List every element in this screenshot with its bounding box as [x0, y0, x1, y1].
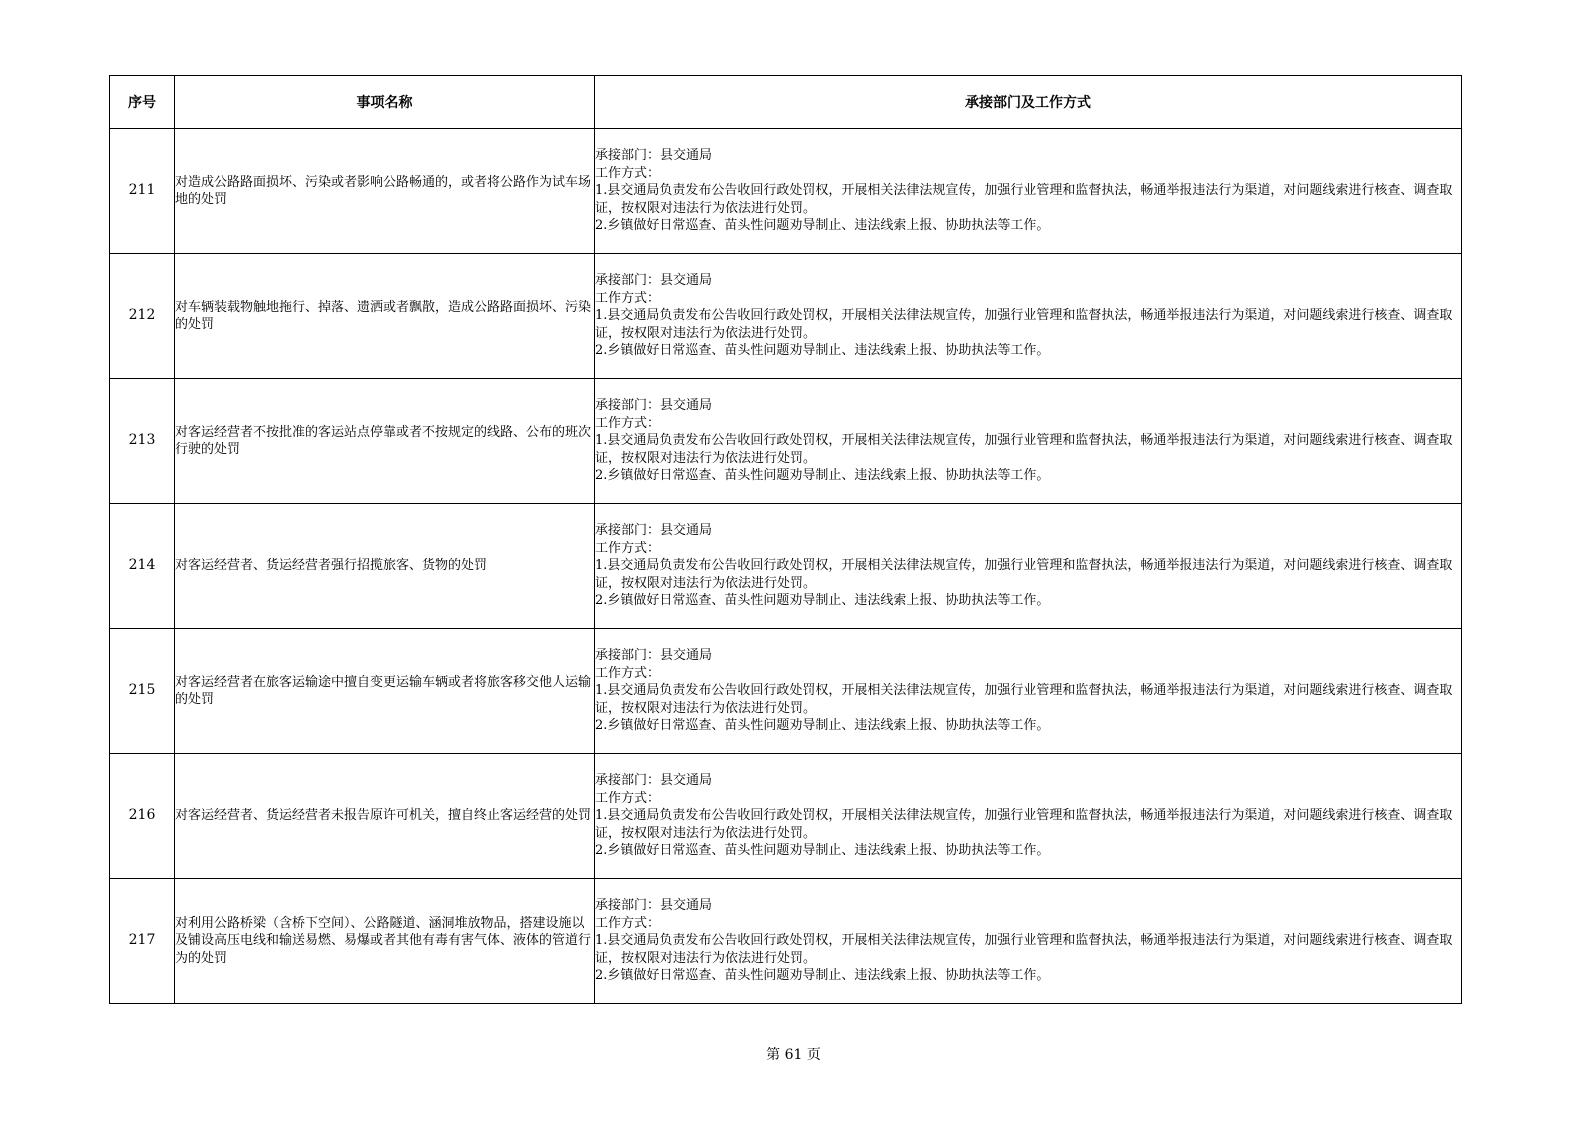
dept-line: 承接部门：县交通局: [595, 148, 713, 164]
row-seq: 216: [110, 754, 175, 879]
dept-line: 承接部门：县交通局: [595, 773, 713, 789]
row-matter-name: 对利用公路桥梁（含桥下空间）、公路隧道、涵洞堆放物品，搭建设施以及铺设高压电线和输送易燃、易爆或者其他有毒有害气体、液体的管道行为的处罚: [175, 879, 595, 1004]
row-dept-and-method: [595, 754, 1462, 879]
dept-line: 承接部门：县交通局: [595, 898, 713, 914]
row-matter-name: 对客运经营者在旅客运输途中擅自变更运输车辆或者将旅客移交他人运输的处罚: [175, 629, 595, 754]
table-row: [110, 129, 1462, 254]
row-dept-and-method: [595, 254, 1462, 379]
row-seq: 213: [110, 379, 175, 504]
work-item-2: 2.乡镇做好日常巡查、苗头性问题劝导制止、违法线索上报、协助执法等工作。: [595, 718, 1050, 734]
row-dept-and-method: [595, 504, 1462, 629]
table-row: [110, 254, 1462, 379]
matters-table: [109, 75, 1462, 1004]
row-dept-and-method: [595, 879, 1462, 1004]
header-dept: 承接部门及工作方式: [595, 76, 1462, 129]
row-seq: 217: [110, 879, 175, 1004]
work-item-2: 2.乡镇做好日常巡查、苗头性问题劝导制止、违法线索上报、协助执法等工作。: [595, 843, 1050, 859]
table-row: [110, 754, 1462, 879]
table-row: [110, 379, 1462, 504]
work-item-1: 1.县交通局负责发布公告收回行政处罚权，开展相关法律法规宣传，加强行业管理和监督执法，畅通举报违法行为渠道，对问题线索进行核查、调查取证，按权限对违法行为依法进行处罚。: [595, 433, 1453, 466]
work-mode-label: 工作方式：: [595, 165, 661, 181]
row-matter-name: 对客运经营者不按批准的客运站点停靠或者不按规定的线路、公布的班次行驶的处罚: [175, 379, 595, 504]
work-item-1: 1.县交通局负责发布公告收回行政处罚权，开展相关法律法规宣传，加强行业管理和监督执法，畅通举报违法行为渠道，对问题线索进行核查、调查取证，按权限对违法行为依法进行处罚。: [595, 683, 1453, 716]
header-row: [110, 76, 1462, 129]
work-mode-label: 工作方式：: [595, 790, 661, 806]
table-row: [110, 629, 1462, 754]
work-item-2: 2.乡镇做好日常巡查、苗头性问题劝导制止、违法线索上报、协助执法等工作。: [595, 343, 1050, 359]
dept-line: 承接部门：县交通局: [595, 398, 713, 414]
work-mode-label: 工作方式：: [595, 540, 661, 556]
work-mode-label: 工作方式：: [595, 415, 661, 431]
row-seq: 214: [110, 504, 175, 629]
row-seq: 212: [110, 254, 175, 379]
row-dept-and-method: [595, 629, 1462, 754]
row-matter-name: 对造成公路路面损坏、污染或者影响公路畅通的，或者将公路作为试车场地的处罚: [175, 129, 595, 254]
work-item-1: 1.县交通局负责发布公告收回行政处罚权，开展相关法律法规宣传，加强行业管理和监督执法，畅通举报违法行为渠道，对问题线索进行核查、调查取证，按权限对违法行为依法进行处罚。: [595, 308, 1453, 341]
work-item-2: 2.乡镇做好日常巡查、苗头性问题劝导制止、违法线索上报、协助执法等工作。: [595, 593, 1050, 609]
row-matter-name: 对车辆装载物触地拖行、掉落、遗洒或者飘散，造成公路路面损坏、污染的处罚: [175, 254, 595, 379]
work-item-1: 1.县交通局负责发布公告收回行政处罚权，开展相关法律法规宣传，加强行业管理和监督执法，畅通举报违法行为渠道，对问题线索进行核查、调查取证，按权限对违法行为依法进行处罚。: [595, 808, 1453, 841]
dept-line: 承接部门：县交通局: [595, 273, 713, 289]
dept-line: 承接部门：县交通局: [595, 523, 713, 539]
dept-line: 承接部门：县交通局: [595, 648, 713, 664]
header-seq: 序号: [110, 76, 175, 129]
work-mode-label: 工作方式：: [595, 915, 661, 931]
row-seq: 211: [110, 129, 175, 254]
row-matter-name: 对客运经营者、货运经营者强行招揽旅客、货物的处罚: [175, 504, 595, 629]
work-item-1: 1.县交通局负责发布公告收回行政处罚权，开展相关法律法规宣传，加强行业管理和监督执法，畅通举报违法行为渠道，对问题线索进行核查、调查取证，按权限对违法行为依法进行处罚。: [595, 933, 1453, 966]
work-item-2: 2.乡镇做好日常巡查、苗头性问题劝导制止、违法线索上报、协助执法等工作。: [595, 218, 1050, 234]
work-mode-label: 工作方式：: [595, 290, 661, 306]
header-name: 事项名称: [175, 76, 595, 129]
row-seq: 215: [110, 629, 175, 754]
row-dept-and-method: [595, 129, 1462, 254]
work-mode-label: 工作方式：: [595, 665, 661, 681]
work-item-1: 1.县交通局负责发布公告收回行政处罚权，开展相关法律法规宣传，加强行业管理和监督执法，畅通举报违法行为渠道，对问题线索进行核查、调查取证，按权限对违法行为依法进行处罚。: [595, 183, 1453, 216]
row-dept-and-method: [595, 379, 1462, 504]
table-row: [110, 504, 1462, 629]
table-row: [110, 879, 1462, 1004]
work-item-2: 2.乡镇做好日常巡查、苗头性问题劝导制止、违法线索上报、协助执法等工作。: [595, 468, 1050, 484]
row-matter-name: 对客运经营者、货运经营者未报告原许可机关，擅自终止客运经营的处罚: [175, 754, 595, 879]
page-number: 第 61 页: [766, 1047, 821, 1063]
work-item-1: 1.县交通局负责发布公告收回行政处罚权，开展相关法律法规宣传，加强行业管理和监督执法，畅通举报违法行为渠道，对问题线索进行核查、调查取证，按权限对违法行为依法进行处罚。: [595, 558, 1453, 591]
table-body: [110, 129, 1462, 1004]
work-item-2: 2.乡镇做好日常巡查、苗头性问题劝导制止、违法线索上报、协助执法等工作。: [595, 968, 1050, 984]
